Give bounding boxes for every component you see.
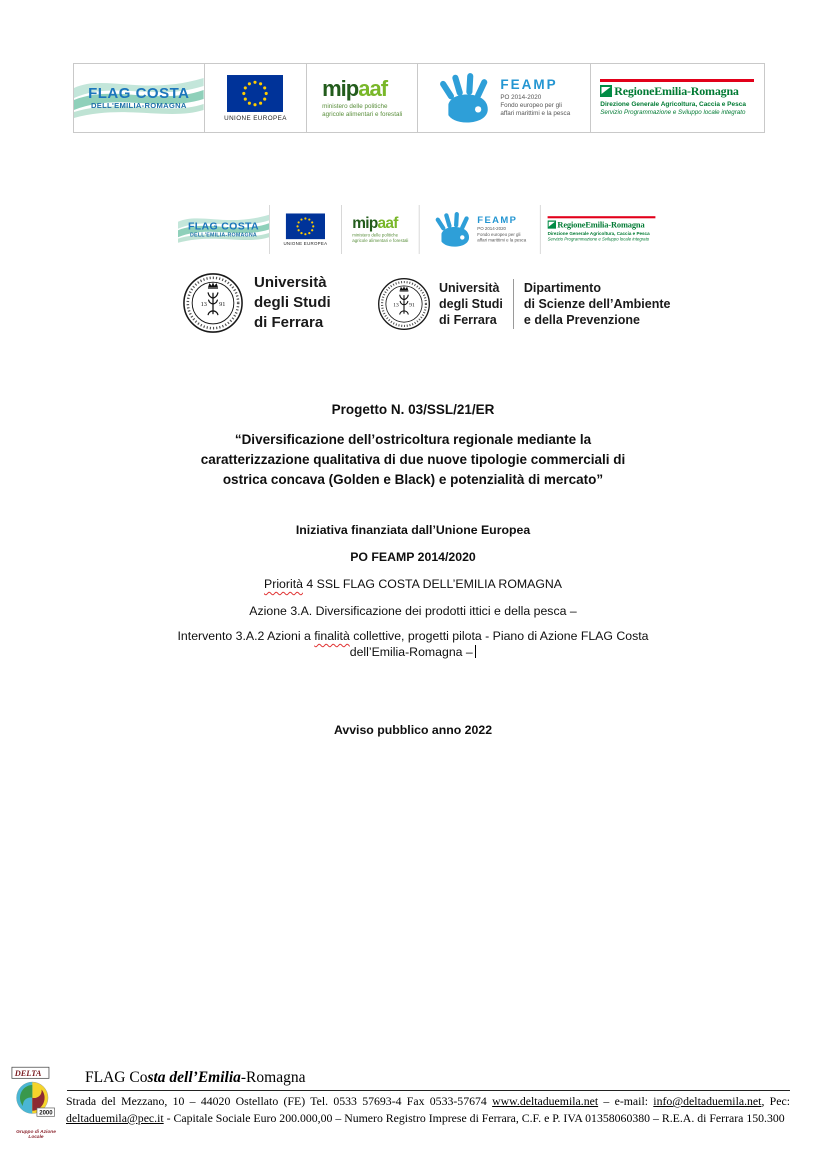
delta-2000-logo: [8, 1066, 64, 1140]
feamp-hand-fish-icon: [437, 72, 493, 124]
unife-department-logo: [377, 277, 670, 331]
delta-2000-icon: [11, 1066, 61, 1124]
regione-red-bar: [548, 216, 656, 218]
website-link[interactable]: www.deltaduemila.net: [492, 1094, 599, 1108]
unife-name-line: di Ferrara: [254, 314, 324, 331]
unife-name-line: Università: [439, 281, 500, 295]
regione-service: Servizio Programmazione e Sviluppo locale integrato: [600, 108, 746, 116]
unife-logo: [182, 272, 331, 334]
feamp-desc: Fondo europeo per gli: [477, 232, 521, 238]
eu-caption: UNIONE EUROPEA: [283, 241, 328, 246]
feamp-logo: [419, 205, 540, 254]
text-cursor: [475, 645, 477, 658]
flag-costa-title: FLAG COSTA: [188, 220, 259, 233]
unife-name-line: degli Studi: [254, 294, 331, 311]
unife-name-line: degli Studi: [439, 297, 503, 311]
project-title-line: ostrica concava (Golden e Black) e potenzialità di mercato”: [222, 472, 604, 487]
regione-wordmark: RegioneEmilia-Romagna: [614, 83, 739, 98]
unife-seal-icon: [377, 277, 431, 331]
delta-wordmark: DELTA: [14, 1069, 42, 1079]
regione-square-icon: [548, 221, 556, 229]
feamp-wordmark: FEAMP: [500, 76, 558, 92]
pec-link[interactable]: deltaduemila@pec.it: [66, 1111, 164, 1125]
program-name: PO FEAMP 2014/2020: [350, 550, 476, 564]
priority-line: Priorità 4 SSL FLAG COSTA DELL’EMILIA ROMAGNA: [264, 577, 562, 591]
footer-divider: [67, 1090, 790, 1091]
mipaaf-tagline: agricole alimentari e forestali: [352, 238, 409, 244]
eu-caption: UNIONE EUROPEA: [224, 114, 287, 122]
feamp-desc: affari marittimi e la pesca: [500, 110, 571, 118]
feamp-logo: [417, 64, 590, 132]
eu-flag-icon: [286, 213, 325, 239]
funding-statement: Iniziativa finanziata dall’Unione Europea: [295, 523, 531, 537]
feamp-desc: affari marittimi e la pesca: [477, 238, 527, 244]
mipaaf-logo: [306, 64, 417, 132]
mipaaf-logo: [341, 205, 419, 254]
regione-emilia-romagna-logo: [590, 64, 765, 132]
unife-seal-icon: [182, 272, 244, 334]
mipaaf-tagline: ministero delle politiche: [352, 232, 399, 238]
project-title-line: “Diversificazione dell’ostricoltura regionale mediante la: [234, 432, 592, 447]
mipaaf-tagline: ministero delle politiche: [322, 102, 388, 110]
eu-logo: [204, 64, 307, 132]
regione-wordmark: RegioneEmilia-Romagna: [557, 219, 645, 230]
unife-name-line: Università: [254, 274, 327, 291]
department-line: Dipartimento: [523, 281, 601, 295]
footer-org-name: FLAG Costa dell’Emilia-Romagna: [85, 1069, 306, 1086]
unife-name-line: di Ferrara: [439, 313, 497, 327]
feamp-program: PO 2014-2020: [477, 226, 506, 232]
action-line: Azione 3.A. Diversificazione dei prodotti ittici e della pesca –: [249, 604, 577, 618]
public-notice: Avviso pubblico anno 2022: [333, 723, 493, 737]
vertical-divider: [513, 279, 514, 329]
eu-logo: [269, 205, 341, 254]
regione-service: Servizio Programmazione e Sviluppo locale integrato: [547, 237, 650, 242]
intervention-line-2: dell’Emilia-Romagna –: [0, 645, 826, 659]
mipaaf-wordmark: mipaaf: [352, 213, 398, 232]
partner-logos-banner-small: [178, 205, 662, 254]
regione-emilia-romagna-logo: [540, 205, 663, 254]
intervention-line: Intervento 3.A.2 Azioni a finalità collettive, progetti pilota - Piano di Azione FLAG Costa: [177, 629, 649, 643]
flag-costa-logo: [74, 64, 204, 132]
project-title: [0, 430, 826, 490]
email-link[interactable]: info@deltaduemila.net: [653, 1094, 762, 1108]
feamp-wordmark: FEAMP: [477, 214, 518, 226]
spellcheck-word: Priorità: [264, 577, 303, 591]
project-number: Progetto N. 03/SSL/21/ER: [331, 402, 495, 417]
partner-logos-banner: [73, 63, 765, 133]
spellcheck-word: finalità: [314, 629, 350, 643]
mipaaf-tagline: agricole alimentari e forestali: [322, 110, 403, 118]
feamp-desc: Fondo europeo per gli: [500, 102, 562, 110]
flag-costa-subtitle: DELL'EMILIA-ROMAGNA: [90, 101, 187, 111]
footer-address-line-1: Strada del Mezzano, 10 – 44020 Ostellato (FE) Tel. 0533 57693-4 Fax 0533-57674 www.deltaduemila.net – e-mail: info@deltaduemila.net, Pec:: [66, 1094, 790, 1108]
feamp-hand-fish-icon: [433, 211, 472, 247]
mipaaf-wordmark: mipaaf: [322, 75, 388, 101]
delta-year: 2000: [39, 1110, 53, 1117]
department-line: e della Prevenzione: [523, 313, 640, 327]
flag-costa-subtitle: DELL'EMILIA-ROMAGNA: [190, 231, 257, 239]
department-line: di Scienze dell’Ambiente: [523, 297, 671, 311]
regione-red-bar: [600, 79, 754, 82]
regione-dept: Direzione Generale Agricoltura, Caccia e Pesca: [600, 100, 746, 108]
regione-square-icon: [600, 85, 612, 97]
footer-address-line-2: deltaduemila@pec.it - Capitale Sociale Euro 200.000,00 – Numero Registro Imprese di Ferrara, C.F. e P. IVA 01358060380 – R.E.A. di Ferrara 150.300: [66, 1111, 785, 1125]
regione-dept: Direzione Generale Agricoltura, Caccia e Pesca: [547, 231, 650, 237]
project-title-line: caratterizzazione qualitativa di due nuove tipologie commerciali di: [200, 452, 626, 467]
delta-2000-caption: Gruppo di Azione Locale: [16, 1130, 56, 1140]
feamp-program: PO 2014-2020: [500, 94, 542, 102]
flag-costa-title: FLAG COSTA: [88, 85, 190, 103]
eu-flag-icon: [227, 75, 283, 112]
flag-costa-logo: [178, 205, 269, 254]
